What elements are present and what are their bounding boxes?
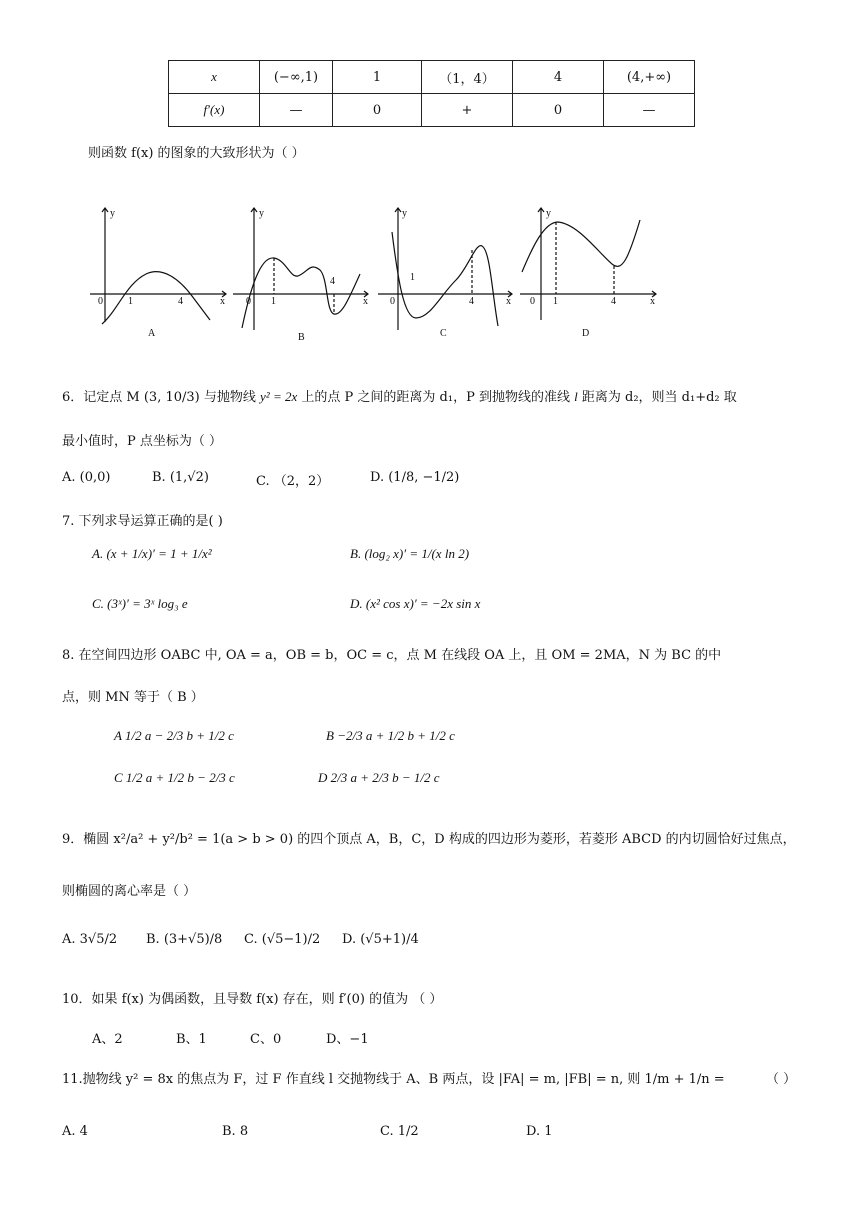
- graphs-figure: [88, 200, 668, 350]
- curve-c: [392, 232, 498, 326]
- y-label: y: [259, 208, 264, 219]
- q11-paren: （ ）: [766, 1072, 797, 1087]
- table-cell: x: [169, 61, 260, 94]
- table-row: [169, 61, 695, 94]
- q8-option-c: C 1/2 a + 1/2 b − 2/3 c: [114, 770, 235, 785]
- graph-a: [90, 208, 226, 324]
- q8-option-d: D 2/3 a + 2/3 b − 1/2 c: [318, 770, 440, 785]
- y-label: y: [402, 208, 407, 219]
- curve-a: [102, 272, 210, 324]
- q6-parabola: y² = 2x: [260, 389, 298, 404]
- tick-label: 1: [410, 272, 415, 283]
- q6-text: 与抛物线: [203, 390, 256, 405]
- q10-option-b: B、1: [176, 1032, 207, 1047]
- q7-stem: 7. 下列求导运算正确的是( ): [62, 514, 223, 529]
- table-cell: (4,+∞): [604, 61, 695, 94]
- table-cell: +: [422, 94, 513, 127]
- derivative-table: [168, 60, 695, 127]
- q6-text: 6．记定点 M: [62, 390, 140, 405]
- tick-label: 4: [330, 276, 335, 287]
- q9-option-d: D. (√5+1)/4: [342, 932, 419, 947]
- x-label: x: [220, 296, 225, 307]
- tick-label: 0: [98, 296, 103, 307]
- q6-point: (3, 10/3): [143, 390, 200, 405]
- q10-option-d: D、−1: [326, 1032, 369, 1047]
- y-label: y: [110, 208, 115, 219]
- q8-option-a: A 1/2 a − 2/3 b + 1/2 c: [114, 728, 234, 743]
- graph-label: A: [148, 328, 156, 339]
- graph-label: D: [582, 328, 590, 339]
- x-label: x: [506, 296, 511, 307]
- q6-line2: 最小值时，P 点坐标为（ ）: [62, 434, 223, 449]
- table-cell: —: [604, 94, 695, 127]
- q11-option-c: C. 1/2: [380, 1124, 419, 1139]
- q8-line1: 8. 在空间四边形 OABC 中, OA = a，OB = b，OC = c，点 M 在线段 OA 上，且 OM = 2MA，N 为 BC 的中: [62, 648, 722, 663]
- graph-label: C: [440, 328, 447, 339]
- graph-label: B: [298, 332, 305, 343]
- table-cell: 1: [333, 61, 422, 94]
- tick-label: 4: [469, 296, 474, 307]
- table-cell: 4: [513, 61, 604, 94]
- q10-option-a: A、2: [92, 1032, 123, 1047]
- q8-line2: 点，则 MN 等于（ B ）: [62, 690, 204, 705]
- q6-line-l: l: [574, 389, 578, 404]
- curve-d: [522, 220, 640, 272]
- tick-label: 0: [246, 296, 251, 307]
- table-row: [169, 94, 695, 127]
- q7-option-c: C. (3ˣ)′ = 3ˣ log₃ e: [92, 596, 188, 611]
- q5-prompt: 则函数 f(x) 的图象的大致形状为（ ）: [88, 146, 305, 161]
- tick-label: 1: [553, 296, 558, 307]
- x-label: x: [363, 296, 368, 307]
- x-label: x: [650, 296, 655, 307]
- q9-line2: 则椭圆的离心率是（ ）: [62, 884, 197, 899]
- table-cell: (−∞,1): [260, 61, 333, 94]
- q9-option-c: C. (√5−1)/2: [244, 932, 321, 947]
- q6-text: 上的点 P 之间的距离为 d₁，P 到抛物线的准线: [301, 390, 570, 405]
- table-cell: 0: [333, 94, 422, 127]
- q11-stem: 11.抛物线 y² = 8x 的焦点为 F，过 F 作直线 l 交抛物线于 A、B 两点，设 |FA| = m, |FB| = n, 则 1/m + 1/n =: [62, 1072, 725, 1087]
- q11-option-b: B. 8: [222, 1124, 249, 1139]
- q10-stem: 10．如果 f(x) 为偶函数，且导数 f(x) 存在，则 f′(0) 的值为 （ ）: [62, 992, 443, 1007]
- q7-option-b: B. (log₂ x)′ = 1/(x ln 2): [350, 546, 470, 561]
- q6-option-c: C. （2，2）: [256, 474, 330, 489]
- table-cell: （1，4）: [422, 61, 513, 94]
- tick-label: 4: [611, 296, 616, 307]
- q11-option-d: D. 1: [526, 1124, 553, 1139]
- y-label: y: [546, 208, 551, 219]
- table-cell: —: [260, 94, 333, 127]
- q9-option-a: A. 3√5/2: [62, 932, 118, 947]
- q9-line1: 9．椭圆 x²/a² + y²/b² = 1(a > b > 0) 的四个顶点 A，B，C，D 构成的四边形为菱形，若菱形 ABCD 的内切圆恰好过焦点，: [62, 832, 796, 847]
- graph-c: [378, 208, 512, 330]
- q6-option-d: D. (1/8, −1/2): [370, 470, 460, 485]
- q6-option-a: A. (0,0): [62, 470, 111, 485]
- q7-option-d: D. (x² cos x)′ = −2x sin x: [350, 596, 481, 611]
- tick-label: 0: [530, 296, 535, 307]
- curve-b: [242, 258, 360, 328]
- q6-option-b: B. (1,√2): [152, 470, 209, 485]
- table-cell: 0: [513, 94, 604, 127]
- tick-label: 1: [128, 296, 133, 307]
- graph-d: [520, 208, 656, 320]
- tick-label: 0: [390, 296, 395, 307]
- q6-text: 距离为 d₂，则当 d₁+d₂ 取: [581, 390, 737, 405]
- graph-b: [233, 208, 368, 330]
- q9-option-b: B. (3+√5)/8: [146, 932, 223, 947]
- q6-line1: [62, 386, 737, 405]
- table-cell: f′(x): [169, 94, 260, 127]
- q10-option-c: C、0: [250, 1032, 282, 1047]
- q11-option-a: A. 4: [62, 1124, 88, 1139]
- tick-label: 1: [271, 296, 276, 307]
- q8-option-b: B −2/3 a + 1/2 b + 1/2 c: [326, 728, 455, 743]
- tick-label: 4: [178, 296, 183, 307]
- q7-option-a: A. (x + 1/x)′ = 1 + 1/x²: [92, 546, 212, 561]
